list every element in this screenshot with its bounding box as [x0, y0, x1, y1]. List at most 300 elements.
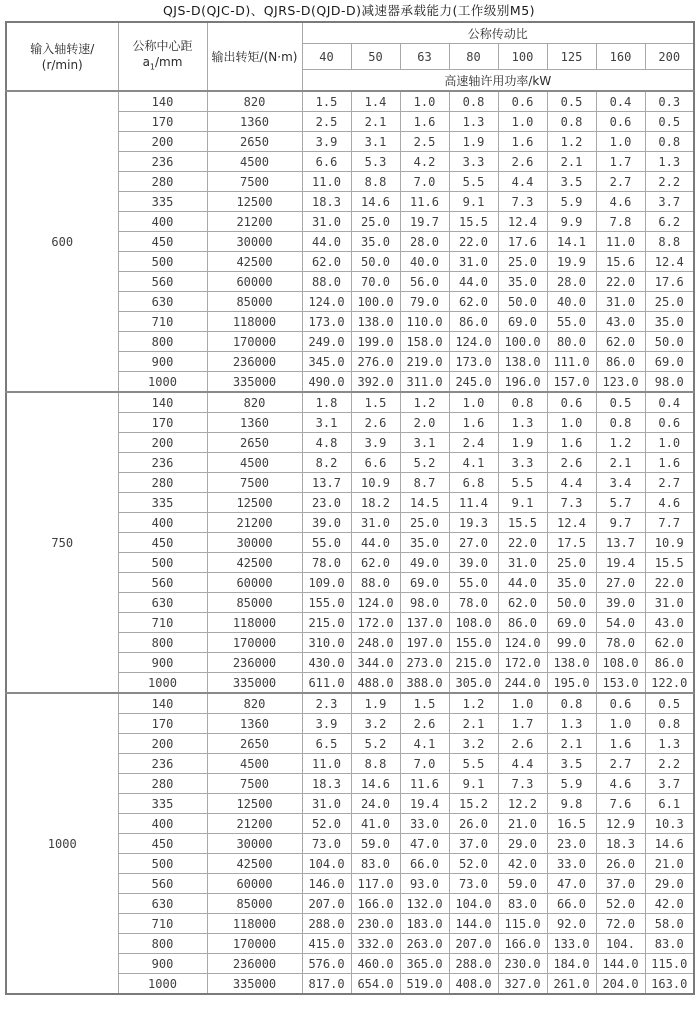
- power-cell: 25.0: [351, 212, 400, 232]
- power-cell: 1.4: [351, 91, 400, 112]
- output-torque-cell: 85000: [207, 593, 302, 613]
- power-cell: 408.0: [449, 974, 498, 995]
- power-cell: 327.0: [498, 974, 547, 995]
- speed-block: [6, 392, 694, 693]
- power-cell: 35.0: [547, 573, 596, 593]
- power-cell: 166.0: [498, 934, 547, 954]
- power-cell: 72.0: [596, 914, 645, 934]
- center-distance-cell: 170: [118, 413, 207, 433]
- power-cell: 2.2: [645, 754, 694, 774]
- power-cell: 245.0: [449, 372, 498, 393]
- power-cell: 817.0: [302, 974, 351, 995]
- input-speed-cell: 600: [6, 91, 118, 392]
- output-torque-cell: 42500: [207, 553, 302, 573]
- power-cell: 10.9: [645, 533, 694, 553]
- power-cell: 3.5: [547, 754, 596, 774]
- power-cell: 98.0: [400, 593, 449, 613]
- power-cell: 0.6: [596, 693, 645, 714]
- power-cell: 8.7: [400, 473, 449, 493]
- power-cell: 19.3: [449, 513, 498, 533]
- power-cell: 17.6: [645, 272, 694, 292]
- power-cell: 50.0: [351, 252, 400, 272]
- power-cell: 19.7: [400, 212, 449, 232]
- power-cell: 92.0: [547, 914, 596, 934]
- power-cell: 18.2: [351, 493, 400, 513]
- power-cell: 6.6: [351, 453, 400, 473]
- power-cell: 5.2: [400, 453, 449, 473]
- power-cell: 73.0: [302, 834, 351, 854]
- center-distance-cell: 630: [118, 593, 207, 613]
- center-distance-cell: 400: [118, 212, 207, 232]
- power-cell: 62.0: [351, 553, 400, 573]
- power-cell: 3.9: [351, 433, 400, 453]
- power-cell: 4.4: [498, 754, 547, 774]
- output-torque-cell: 60000: [207, 874, 302, 894]
- power-cell: 3.1: [400, 433, 449, 453]
- center-distance-cell: 200: [118, 433, 207, 453]
- power-cell: 44.0: [498, 573, 547, 593]
- output-torque-cell: 85000: [207, 292, 302, 312]
- power-cell: 153.0: [596, 673, 645, 694]
- power-cell: 99.0: [547, 633, 596, 653]
- center-distance-subscript: 1: [149, 62, 156, 72]
- power-cell: 0.4: [596, 91, 645, 112]
- output-torque-cell: 1360: [207, 112, 302, 132]
- power-cell: 7.3: [498, 192, 547, 212]
- power-cell: 16.5: [547, 814, 596, 834]
- power-cell: 0.8: [645, 132, 694, 152]
- power-cell: 1.0: [498, 112, 547, 132]
- power-cell: 14.6: [645, 834, 694, 854]
- output-torque-cell: 4500: [207, 754, 302, 774]
- power-cell: 31.0: [302, 212, 351, 232]
- power-cell: 3.7: [645, 774, 694, 794]
- power-cell: 6.6: [302, 152, 351, 172]
- power-cell: 69.0: [498, 312, 547, 332]
- power-cell: 146.0: [302, 874, 351, 894]
- power-cell: 11.4: [449, 493, 498, 513]
- power-cell: 2.7: [645, 473, 694, 493]
- power-cell: 9.7: [596, 513, 645, 533]
- power-cell: 8.8: [351, 754, 400, 774]
- power-cell: 31.0: [351, 513, 400, 533]
- power-cell: 183.0: [400, 914, 449, 934]
- power-cell: 1.3: [547, 714, 596, 734]
- power-cell: 7.0: [400, 172, 449, 192]
- center-distance-cell: 280: [118, 473, 207, 493]
- power-cell: 33.0: [547, 854, 596, 874]
- power-cell: 1.6: [547, 433, 596, 453]
- power-cell: 8.2: [302, 453, 351, 473]
- power-cell: 1.2: [596, 433, 645, 453]
- ratio-value: 63: [400, 44, 449, 70]
- power-cell: 10.3: [645, 814, 694, 834]
- power-cell: 0.5: [596, 392, 645, 413]
- center-distance-cell: 500: [118, 854, 207, 874]
- power-cell: 7.8: [596, 212, 645, 232]
- power-cell: 365.0: [400, 954, 449, 974]
- power-cell: 29.0: [645, 874, 694, 894]
- power-cell: 184.0: [547, 954, 596, 974]
- power-cell: 137.0: [400, 613, 449, 633]
- power-cell: 79.0: [400, 292, 449, 312]
- power-cell: 88.0: [302, 272, 351, 292]
- power-cell: 9.1: [449, 774, 498, 794]
- power-cell: 108.0: [449, 613, 498, 633]
- power-cell: 263.0: [400, 934, 449, 954]
- power-cell: 22.0: [645, 573, 694, 593]
- power-cell: 5.7: [596, 493, 645, 513]
- table-row: [6, 392, 694, 413]
- power-cell: 62.0: [302, 252, 351, 272]
- power-cell: 273.0: [400, 653, 449, 673]
- power-cell: 3.9: [302, 714, 351, 734]
- power-cell: 0.8: [547, 112, 596, 132]
- power-cell: 25.0: [547, 553, 596, 573]
- power-cell: 25.0: [498, 252, 547, 272]
- power-cell: 100.0: [498, 332, 547, 352]
- center-distance-cell: 630: [118, 894, 207, 914]
- output-torque-cell: 170000: [207, 332, 302, 352]
- power-cell: 2.1: [547, 734, 596, 754]
- center-distance-cell: 335: [118, 493, 207, 513]
- power-cell: 62.0: [498, 593, 547, 613]
- power-cell: 490.0: [302, 372, 351, 393]
- power-cell: 7.3: [498, 774, 547, 794]
- output-torque-cell: 60000: [207, 573, 302, 593]
- center-distance-cell: 630: [118, 292, 207, 312]
- power-cell: 5.5: [449, 754, 498, 774]
- header-power-label: 高速轴许用功率/kW: [302, 70, 694, 92]
- power-cell: 1.3: [449, 112, 498, 132]
- output-torque-cell: 2650: [207, 433, 302, 453]
- center-distance-cell: 140: [118, 91, 207, 112]
- output-torque-cell: 42500: [207, 252, 302, 272]
- power-cell: 19.4: [400, 794, 449, 814]
- power-cell: 15.5: [498, 513, 547, 533]
- power-cell: 15.5: [645, 553, 694, 573]
- power-cell: 654.0: [351, 974, 400, 995]
- power-cell: 62.0: [596, 332, 645, 352]
- power-cell: 1.9: [449, 132, 498, 152]
- power-cell: 104.0: [449, 894, 498, 914]
- power-cell: 9.1: [498, 493, 547, 513]
- power-cell: 138.0: [547, 653, 596, 673]
- power-cell: 1.7: [596, 152, 645, 172]
- power-cell: 23.0: [547, 834, 596, 854]
- power-cell: 0.6: [498, 91, 547, 112]
- header-input-speed-line2: (r/min): [41, 57, 83, 72]
- output-torque-cell: 12500: [207, 493, 302, 513]
- power-cell: 117.0: [351, 874, 400, 894]
- power-cell: 2.1: [596, 453, 645, 473]
- power-cell: 276.0: [351, 352, 400, 372]
- power-cell: 2.0: [400, 413, 449, 433]
- power-cell: 15.6: [596, 252, 645, 272]
- power-cell: 50.0: [645, 332, 694, 352]
- power-cell: 1.3: [498, 413, 547, 433]
- power-cell: 93.0: [400, 874, 449, 894]
- power-cell: 18.3: [302, 774, 351, 794]
- power-cell: 157.0: [547, 372, 596, 393]
- power-cell: 11.6: [400, 774, 449, 794]
- power-cell: 248.0: [351, 633, 400, 653]
- power-cell: 50.0: [498, 292, 547, 312]
- power-cell: 49.0: [400, 553, 449, 573]
- power-cell: 86.0: [449, 312, 498, 332]
- power-cell: 86.0: [498, 613, 547, 633]
- power-cell: 163.0: [645, 974, 694, 995]
- power-cell: 5.3: [351, 152, 400, 172]
- power-cell: 4.4: [498, 172, 547, 192]
- power-cell: 6.5: [302, 734, 351, 754]
- header-input-speed-line1: 输入轴转速/: [30, 41, 95, 56]
- power-cell: 173.0: [302, 312, 351, 332]
- power-cell: 12.4: [547, 513, 596, 533]
- power-cell: 39.0: [449, 553, 498, 573]
- power-cell: 5.5: [498, 473, 547, 493]
- power-cell: 3.2: [351, 714, 400, 734]
- power-cell: 80.0: [547, 332, 596, 352]
- output-torque-cell: 30000: [207, 834, 302, 854]
- power-cell: 1.0: [596, 714, 645, 734]
- power-cell: 22.0: [449, 232, 498, 252]
- power-cell: 104.: [596, 934, 645, 954]
- power-cell: 3.3: [449, 152, 498, 172]
- power-cell: 39.0: [596, 593, 645, 613]
- power-cell: 310.0: [302, 633, 351, 653]
- power-cell: 12.9: [596, 814, 645, 834]
- power-cell: 70.0: [351, 272, 400, 292]
- center-distance-cell: 335: [118, 192, 207, 212]
- power-cell: 25.0: [645, 292, 694, 312]
- ratio-value: 50: [351, 44, 400, 70]
- output-torque-cell: 170000: [207, 934, 302, 954]
- power-cell: 2.6: [547, 453, 596, 473]
- power-cell: 43.0: [596, 312, 645, 332]
- power-cell: 2.2: [645, 172, 694, 192]
- output-torque-cell: 170000: [207, 633, 302, 653]
- center-distance-cell: 800: [118, 633, 207, 653]
- power-cell: 44.0: [351, 533, 400, 553]
- power-cell: 9.9: [547, 212, 596, 232]
- power-cell: 2.1: [547, 152, 596, 172]
- center-distance-cell: 280: [118, 774, 207, 794]
- output-torque-cell: 236000: [207, 954, 302, 974]
- power-cell: 133.0: [547, 934, 596, 954]
- power-cell: 12.4: [498, 212, 547, 232]
- power-cell: 29.0: [498, 834, 547, 854]
- center-distance-cell: 200: [118, 734, 207, 754]
- input-speed-cell: 750: [6, 392, 118, 693]
- power-cell: 35.0: [400, 533, 449, 553]
- power-cell: 28.0: [400, 232, 449, 252]
- power-cell: 4.2: [400, 152, 449, 172]
- power-cell: 332.0: [351, 934, 400, 954]
- power-cell: 108.0: [596, 653, 645, 673]
- power-cell: 305.0: [449, 673, 498, 694]
- power-cell: 4.8: [302, 433, 351, 453]
- output-torque-cell: 85000: [207, 894, 302, 914]
- output-torque-cell: 7500: [207, 172, 302, 192]
- power-cell: 7.6: [596, 794, 645, 814]
- power-cell: 1.5: [351, 392, 400, 413]
- power-cell: 519.0: [400, 974, 449, 995]
- center-distance-cell: 710: [118, 312, 207, 332]
- power-cell: 52.0: [596, 894, 645, 914]
- power-cell: 344.0: [351, 653, 400, 673]
- power-cell: 132.0: [400, 894, 449, 914]
- ratio-value: 40: [302, 44, 351, 70]
- output-torque-cell: 118000: [207, 914, 302, 934]
- power-cell: 15.5: [449, 212, 498, 232]
- output-torque-cell: 30000: [207, 533, 302, 553]
- power-cell: 2.6: [400, 714, 449, 734]
- power-cell: 6.1: [645, 794, 694, 814]
- output-torque-cell: 7500: [207, 774, 302, 794]
- center-distance-cell: 560: [118, 874, 207, 894]
- power-cell: 41.0: [351, 814, 400, 834]
- power-cell: 124.0: [449, 332, 498, 352]
- power-cell: 5.9: [547, 192, 596, 212]
- power-cell: 62.0: [645, 633, 694, 653]
- power-cell: 230.0: [498, 954, 547, 974]
- power-cell: 44.0: [302, 232, 351, 252]
- power-cell: 14.5: [400, 493, 449, 513]
- power-cell: 9.1: [449, 192, 498, 212]
- power-cell: 18.3: [302, 192, 351, 212]
- power-cell: 31.0: [302, 794, 351, 814]
- power-cell: 1.2: [400, 392, 449, 413]
- power-cell: 1.0: [498, 693, 547, 714]
- power-cell: 37.0: [596, 874, 645, 894]
- power-cell: 2.4: [449, 433, 498, 453]
- output-torque-cell: 118000: [207, 613, 302, 633]
- ratio-value: 160: [596, 44, 645, 70]
- power-cell: 35.0: [351, 232, 400, 252]
- power-cell: 7.3: [547, 493, 596, 513]
- power-cell: 1.8: [302, 392, 351, 413]
- power-cell: 110.0: [400, 312, 449, 332]
- power-cell: 37.0: [449, 834, 498, 854]
- power-cell: 138.0: [498, 352, 547, 372]
- power-cell: 207.0: [449, 934, 498, 954]
- power-cell: 6.8: [449, 473, 498, 493]
- ratio-value: 200: [645, 44, 694, 70]
- power-cell: 86.0: [645, 653, 694, 673]
- power-cell: 0.5: [547, 91, 596, 112]
- center-distance-cell: 236: [118, 152, 207, 172]
- power-cell: 4.4: [547, 473, 596, 493]
- center-distance-cell: 400: [118, 814, 207, 834]
- power-cell: 62.0: [449, 292, 498, 312]
- header-center-distance: [118, 22, 207, 91]
- output-torque-cell: 820: [207, 91, 302, 112]
- output-torque-cell: 335000: [207, 372, 302, 393]
- power-cell: 42.0: [645, 894, 694, 914]
- power-cell: 2.5: [400, 132, 449, 152]
- power-cell: 69.0: [547, 613, 596, 633]
- power-cell: 40.0: [547, 292, 596, 312]
- center-distance-cell: 280: [118, 172, 207, 192]
- power-cell: 0.8: [645, 714, 694, 734]
- center-distance-cell: 1000: [118, 673, 207, 694]
- power-cell: 3.7: [645, 192, 694, 212]
- center-distance-cell: 170: [118, 112, 207, 132]
- power-cell: 576.0: [302, 954, 351, 974]
- power-cell: 124.0: [351, 593, 400, 613]
- power-cell: 0.8: [547, 693, 596, 714]
- power-cell: 66.0: [400, 854, 449, 874]
- output-torque-cell: 820: [207, 392, 302, 413]
- ratio-value: 125: [547, 44, 596, 70]
- header-center-distance-line2: [119, 54, 207, 75]
- power-cell: 3.5: [547, 172, 596, 192]
- power-cell: 55.0: [449, 573, 498, 593]
- speed-block: [6, 693, 694, 994]
- power-cell: 249.0: [302, 332, 351, 352]
- power-cell: 0.6: [547, 392, 596, 413]
- power-cell: 124.0: [302, 292, 351, 312]
- power-cell: 22.0: [596, 272, 645, 292]
- power-cell: 31.0: [449, 252, 498, 272]
- power-cell: 26.0: [596, 854, 645, 874]
- power-cell: 19.4: [596, 553, 645, 573]
- power-cell: 50.0: [547, 593, 596, 613]
- power-cell: 39.0: [302, 513, 351, 533]
- power-cell: 1.6: [498, 132, 547, 152]
- power-cell: 59.0: [498, 874, 547, 894]
- output-torque-cell: 236000: [207, 653, 302, 673]
- power-cell: 1.7: [498, 714, 547, 734]
- power-cell: 44.0: [449, 272, 498, 292]
- power-cell: 144.0: [449, 914, 498, 934]
- power-cell: 488.0: [351, 673, 400, 694]
- power-cell: 215.0: [449, 653, 498, 673]
- power-cell: 3.1: [351, 132, 400, 152]
- power-cell: 24.0: [351, 794, 400, 814]
- power-cell: 11.0: [302, 754, 351, 774]
- power-cell: 98.0: [645, 372, 694, 393]
- speed-block: [6, 91, 694, 392]
- power-cell: 392.0: [351, 372, 400, 393]
- output-torque-cell: 21200: [207, 814, 302, 834]
- power-cell: 33.0: [400, 814, 449, 834]
- power-cell: 345.0: [302, 352, 351, 372]
- power-cell: 21.0: [498, 814, 547, 834]
- center-distance-cell: 800: [118, 332, 207, 352]
- center-distance-cell: 900: [118, 352, 207, 372]
- power-cell: 155.0: [302, 593, 351, 613]
- power-cell: 2.6: [351, 413, 400, 433]
- center-distance-cell: 710: [118, 613, 207, 633]
- power-cell: 1.5: [400, 693, 449, 714]
- power-cell: 83.0: [645, 934, 694, 954]
- power-cell: 100.0: [351, 292, 400, 312]
- power-cell: 1.0: [596, 132, 645, 152]
- power-cell: 69.0: [400, 573, 449, 593]
- center-distance-symbol: a: [142, 54, 150, 69]
- output-torque-cell: 21200: [207, 513, 302, 533]
- power-cell: 1.6: [449, 413, 498, 433]
- power-cell: 415.0: [302, 934, 351, 954]
- power-cell: 3.3: [498, 453, 547, 473]
- power-cell: 31.0: [596, 292, 645, 312]
- center-distance-cell: 170: [118, 714, 207, 734]
- power-cell: 14.6: [351, 774, 400, 794]
- power-cell: 244.0: [498, 673, 547, 694]
- power-cell: 4.6: [596, 774, 645, 794]
